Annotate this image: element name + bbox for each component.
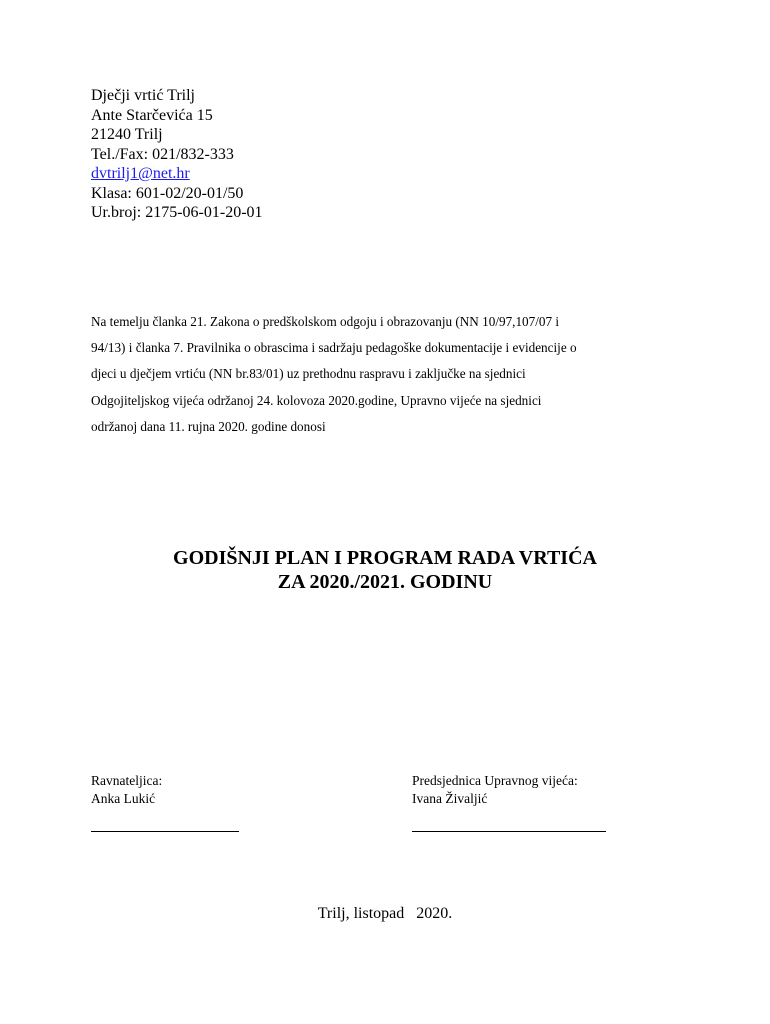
- signature-name: Ivana Živaljić: [412, 790, 488, 806]
- intro-line: održanoj dana 11. rujna 2020. godine donosi: [91, 418, 326, 434]
- signature-name: Anka Lukić: [91, 790, 156, 806]
- signature-line: [91, 831, 239, 832]
- place-and-date: Trilj, listopad 2020.: [317, 905, 453, 922]
- intro-line: djeci u dječjem vrtiću (NN br.83/01) uz prethodnu raspravu i zaključke na sjednici: [91, 366, 526, 382]
- signature-line: [412, 831, 606, 832]
- signature-block-director: [91, 772, 239, 832]
- sender-address-block: [91, 86, 263, 223]
- signature-role: Predsjednica Upravnog vijeća:: [412, 773, 578, 788]
- signature-role: Ravnateljica:: [91, 773, 163, 788]
- document-title: [0, 546, 770, 594]
- intro-line: Na temelju članka 21. Zakona o predškolskom odgoju i obrazovanju (NN 10/97,107/07 i: [91, 314, 560, 329]
- phone-fax: Tel./Fax: 021/832-333: [91, 145, 234, 163]
- intro-paragraph: [91, 309, 681, 440]
- title-line-1: GODIŠNJI PLAN I PROGRAM RADA VRTIĆA: [173, 547, 597, 569]
- title-line-2: ZA 2020./2021. GODINU: [277, 571, 493, 593]
- klasa-reference: Klasa: 601-02/20-01/50: [91, 184, 244, 202]
- institution-name: Dječji vrtić Trilj: [91, 87, 195, 104]
- intro-line: 94/13) i članka 7. Pravilnika o obrascima i sadržaju pedagoške dokumentacije i evidencije o: [91, 340, 577, 356]
- street-address: Ante Starčevića 15: [91, 106, 213, 124]
- signature-block-board-president: [412, 772, 606, 832]
- postal-city: 21240 Trilj: [91, 126, 163, 143]
- intro-line: Odgojiteljskog vijeća održanoj 24. kolovoza 2020.godine, Upravno vijeće na sjednici: [91, 392, 542, 408]
- email-row: [91, 164, 263, 184]
- urbroj-reference: Ur.broj: 2175-06-01-20-01: [91, 204, 263, 221]
- email-link[interactable]: dvtrilj1@net.hr: [91, 165, 190, 182]
